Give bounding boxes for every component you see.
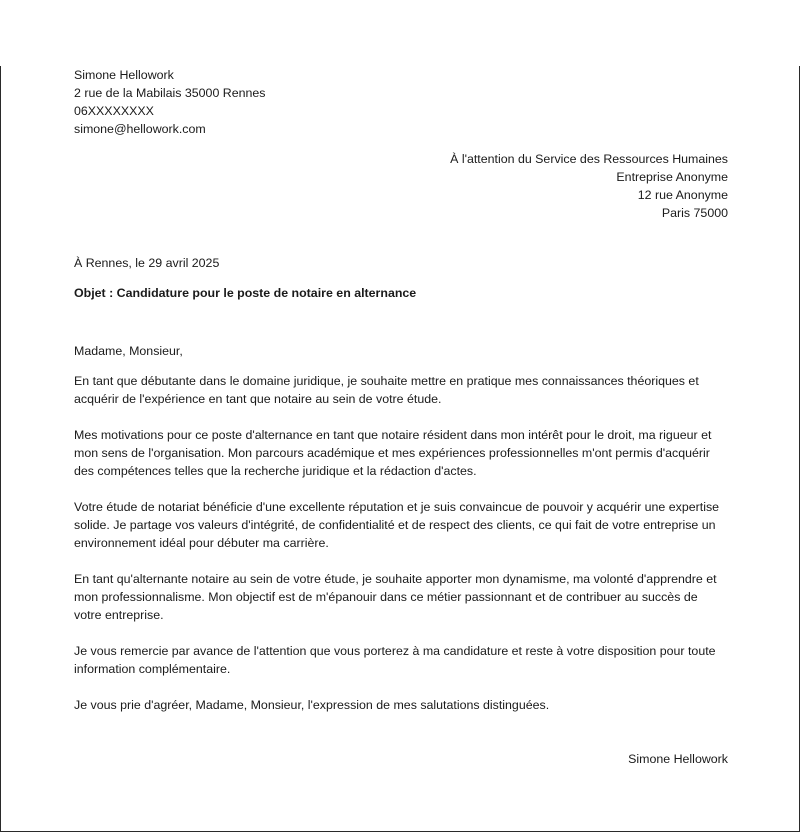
paragraph-thanks: Je vous remercie par avance de l'attention que vous porterez à ma candidature et reste à votre disposition pour toute information complémentaire. [74,644,716,676]
closing-formula: Je vous prie d'agréer, Madame, Monsieur, l'expression de mes salutations distinguées. [74,698,550,712]
letter-page [0,66,800,832]
recipient-company: Entreprise Anonyme [616,170,728,184]
top-band [0,0,800,66]
sender-name: Simone Hellowork [74,68,174,82]
sender-phone: 06XXXXXXXX [74,104,154,118]
recipient-block [74,150,728,222]
paragraph-intro: En tant que débutante dans le domaine juridique, je souhaite mettre en pratique mes connaissances théoriques et acquérir de l'expérience en tant que notaire au sein de votre étude. [74,374,699,406]
date-line: À Rennes, le 29 avril 2025 [74,256,220,270]
letter-body [74,66,728,780]
recipient-attention: À l'attention du Service des Ressources Humaines [450,152,728,166]
greeting: Madame, Monsieur, [74,344,183,358]
recipient-city: Paris 75000 [661,206,728,220]
subject-line: Objet : Candidature pour le poste de notaire en alternance [74,286,417,300]
paragraph-contribution: En tant qu'alternante notaire au sein de votre étude, je souhaite apporter mon dynamisme, ma volonté d'apprendre et mon professionnalisme. Mon objectif est de m'épanouir dans ce métier passionnant et de contribuer au succès de votre entreprise. [74,572,717,622]
sender-block [74,66,728,138]
recipient-street: 12 rue Anonyme [637,188,728,202]
paragraph-motivations: Mes motivations pour ce poste d'alternance en tant que notaire résident dans mon intérêt pour le droit, ma rigueur et mon sens de l'organisation. Mon parcours académique et mes expériences professionnelles m'ont permis d'acquérir des compétences telles que la recherche juridique et la rédaction d'actes. [74,428,712,478]
sender-email: simone@hellowork.com [74,122,206,136]
paragraph-company: Votre étude de notariat bénéficie d'une excellente réputation et je suis convaincue de pouvoir y acquérir une expertise solide. Je partage vos valeurs d'intégrité, de confidentialité et de respect des clients, ce qui fait de votre entreprise un environnement idéal pour débuter ma carrière. [74,500,720,550]
sender-address: 2 rue de la Mabilais 35000 Rennes [74,86,266,100]
signature: Simone Hellowork [628,752,728,766]
